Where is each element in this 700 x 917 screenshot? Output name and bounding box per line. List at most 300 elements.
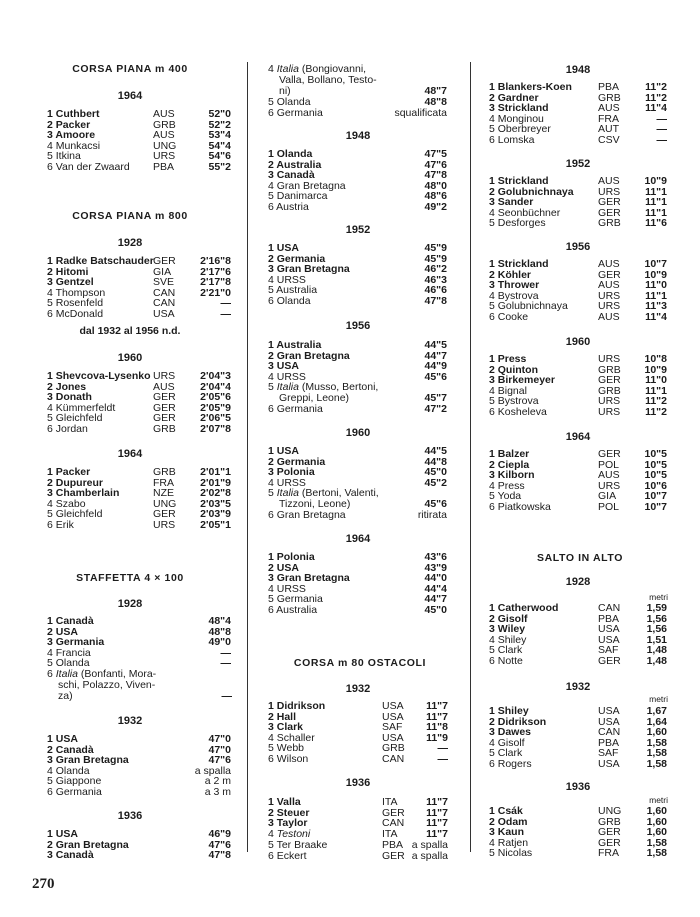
team-name: Italia — [276, 487, 299, 499]
result-value: 1,67 — [646, 705, 667, 717]
year-heading: 1964 — [117, 90, 143, 102]
result-value: 11"7 — [426, 817, 448, 830]
team-name: 2 Australia — [268, 158, 322, 171]
result-value: 47"6 — [208, 754, 231, 767]
country-code: NZE — [153, 487, 174, 500]
year-heading: 1936 — [565, 781, 591, 793]
athlete-name: 5 Desforges — [489, 217, 546, 230]
result-value: — — [656, 134, 667, 146]
result-value: a spalla — [411, 849, 448, 862]
athlete-name: 1 Strickland — [489, 175, 549, 187]
team-name: 2 Gran Bretagna — [268, 349, 350, 362]
result-value: 45"0 — [424, 466, 447, 479]
year-heading: 1928 — [117, 598, 143, 610]
result-value: 11"6 — [645, 217, 667, 230]
result-value: 2'06"5 — [200, 412, 231, 425]
place: 5 — [268, 487, 277, 499]
result-value: 1,58 — [646, 847, 667, 860]
team-name: 1 USA — [268, 242, 299, 254]
result-value: 43"9 — [424, 561, 447, 574]
team-name: 4 Gran Bretagna — [268, 179, 346, 192]
year-heading: 1932 — [117, 715, 143, 727]
country-code: GER — [598, 196, 621, 209]
country-code: UNG — [598, 805, 622, 817]
result-value: 1,60 — [646, 726, 667, 739]
result-value: 2'04"3 — [200, 370, 231, 382]
team-members: (Bertoni, Valenti, — [298, 487, 379, 499]
country-code: GRB — [153, 118, 176, 131]
result-value: 47"6 — [208, 838, 231, 851]
year-heading: 1952 — [345, 224, 371, 236]
result-value: 44"5 — [424, 445, 447, 457]
result-value: 1,60 — [646, 805, 667, 817]
country-code: CAN — [598, 602, 621, 614]
result-value: 1,60 — [646, 815, 667, 828]
result-value: 55"2 — [208, 161, 231, 173]
athlete-name: 4 Kümmerfeldt — [47, 401, 116, 414]
athlete-name: 6 Kosheleva — [489, 406, 547, 418]
result-value: 54"4 — [208, 139, 231, 152]
team-name: 1 Australia — [268, 339, 322, 351]
unit-label: metri — [649, 592, 668, 602]
country-code: AUT — [598, 123, 619, 136]
country-code: PBA — [598, 612, 620, 625]
country-code: GER — [153, 401, 176, 414]
athlete-name: 5 Ter Braake — [268, 839, 328, 851]
result-value: 1,58 — [646, 747, 667, 760]
country-code: UNG — [153, 139, 177, 152]
result-row — [489, 502, 679, 513]
athlete-name: 2 Odam — [489, 815, 528, 828]
result-value: 48"8 — [208, 625, 231, 638]
team-name: 3 Canadà — [47, 849, 94, 862]
result-value: 45"2 — [424, 476, 447, 489]
result-value: 10"5 — [644, 448, 667, 460]
team-name: 3 Gran Bretagna — [268, 572, 350, 585]
result-value: 52"0 — [208, 108, 231, 120]
year-heading: 1952 — [565, 158, 591, 170]
country-code: GER — [598, 836, 621, 849]
result-value: 11"7 — [426, 710, 448, 723]
athlete-name: 4 Schaller — [268, 731, 315, 744]
athlete-name: 3 Amoore — [47, 129, 96, 142]
country-code: GER — [598, 206, 621, 219]
result-value: 10"7 — [644, 501, 667, 513]
team-name: 5 Giappone — [47, 775, 102, 788]
athlete-name: 3 Clark — [268, 721, 304, 734]
athlete-name: 6 Rogers — [489, 758, 532, 770]
result-value: 11"7 — [426, 700, 448, 712]
result-value: 48"0 — [424, 179, 447, 192]
result-value: 2'07"8 — [200, 423, 231, 435]
athlete-name: 6 Erik — [47, 519, 74, 531]
result-value: 49"0 — [208, 636, 231, 649]
athlete-name: 4 Szabo — [47, 497, 86, 510]
result-value: 10"6 — [644, 479, 667, 492]
result-value: 1,51 — [646, 633, 667, 646]
section-title-800m: CORSA PIANA m 800 — [72, 210, 188, 222]
team-name: 4 Olanda — [47, 764, 90, 777]
country-code: AUS — [153, 380, 175, 393]
team-name: 5 Germania — [268, 593, 323, 606]
athlete-name: 1 Csák — [489, 805, 523, 817]
athlete-name: 6 Cooke — [489, 311, 529, 323]
result-value: 2'16"8 — [200, 255, 231, 267]
result-value: 48"4 — [208, 615, 231, 627]
result-value: 45"6 — [424, 370, 447, 383]
result-value: 43"6 — [424, 551, 447, 563]
team-name: 5 Danimarca — [268, 190, 328, 203]
result-row — [489, 656, 679, 667]
country-code: POL — [598, 501, 620, 513]
athlete-name: 5 Itkina — [47, 150, 81, 163]
result-value: 11"0 — [645, 279, 667, 292]
section-title-relay: STAFFETTA 4 × 100 — [76, 572, 184, 584]
year-heading: 1936 — [117, 810, 143, 822]
year-heading: 1964 — [345, 533, 371, 545]
team-name: Italia — [276, 63, 299, 75]
athlete-name: 1 Didrikson — [268, 700, 326, 712]
year-heading: 1948 — [565, 64, 591, 76]
result-value: 48"8 — [424, 96, 447, 108]
result-value: 10"9 — [644, 175, 667, 187]
athlete-name: 3 Dawes — [489, 726, 532, 739]
result-value: — — [220, 646, 231, 659]
athlete-name: 2 Didrikson — [489, 715, 547, 728]
country-code: PBA — [382, 839, 404, 851]
result-value: 2'01"9 — [200, 476, 231, 489]
result-value: 45"6 — [424, 498, 447, 510]
result-value: 1,59 — [646, 602, 667, 614]
result-value: 11"8 — [426, 721, 448, 734]
athlete-name: 5 Gleichfeld — [47, 508, 103, 521]
athlete-name: 5 Gleichfeld — [47, 412, 103, 425]
year-heading: 1928 — [565, 576, 591, 588]
result-value: 47"5 — [424, 148, 447, 160]
team-name: 6 Gran Bretagna — [268, 509, 346, 521]
team-name: 2 Germania — [268, 455, 326, 468]
athlete-name: 2 Dupureur — [47, 476, 104, 489]
place: 5 — [268, 381, 277, 393]
team-name: Italia — [276, 381, 299, 393]
note-not-held: dal 1932 al 1956 n.d. — [79, 325, 181, 337]
country-code: URS — [598, 395, 621, 408]
athlete-name: 5 Golubnichnaya — [489, 300, 568, 313]
country-code: GER — [153, 391, 176, 404]
year-heading: 1948 — [345, 130, 371, 142]
result-value: 47"8 — [424, 169, 447, 182]
result-value: 10"9 — [644, 268, 667, 281]
athlete-name: 5 Yoda — [489, 490, 522, 503]
country-code: GER — [598, 826, 621, 839]
country-code: URS — [598, 353, 621, 365]
athlete-name: 2 Packer — [47, 118, 91, 131]
country-code: AUS — [598, 469, 620, 482]
team-name: 6 Olanda — [268, 295, 311, 307]
result-value: 10"7 — [644, 490, 667, 503]
place: 4 — [268, 828, 277, 840]
athlete-name: 2 Quinton — [489, 363, 538, 376]
result-value: 47"2 — [424, 403, 447, 415]
result-value: — — [437, 742, 448, 755]
country-code: USA — [598, 633, 620, 646]
team-name: 6 Austria — [268, 201, 309, 213]
country-code: SAF — [382, 721, 403, 734]
result-value: 46"6 — [424, 284, 447, 297]
country-code: URS — [598, 479, 621, 492]
team-members: (Bongiovanni, — [298, 63, 367, 75]
athlete-name: 2 Hitomi — [47, 265, 89, 278]
athlete-name: 1 Shiley — [489, 705, 529, 717]
country-code: CAN — [598, 726, 621, 739]
result-value: 47"8 — [424, 295, 447, 307]
team-name: 1 USA — [47, 733, 78, 745]
result-value: 44"9 — [424, 360, 447, 373]
athlete-name: 6 Eckert — [268, 849, 307, 862]
result-value: 45"0 — [424, 604, 447, 616]
result-value: 11"1 — [645, 185, 667, 198]
result-value: 11"1 — [645, 206, 667, 219]
country-code: URS — [153, 519, 176, 531]
country-code: URS — [598, 406, 621, 418]
country-code: AUS — [598, 175, 620, 187]
result-value: 11"3 — [645, 300, 667, 313]
athlete-name: 5 Webb — [268, 742, 304, 755]
team-name: 4 URSS — [268, 582, 306, 595]
athlete-name: Testoni — [276, 828, 311, 840]
athlete-name: 3 Wiley — [489, 623, 526, 636]
result-value: 10"7 — [644, 258, 667, 270]
result-value: 11"7 — [426, 796, 448, 808]
result-value: 2'02"8 — [200, 487, 231, 500]
result-row — [489, 407, 679, 418]
athlete-name: 1 Strickland — [489, 258, 549, 270]
result-value: squalificata — [394, 106, 447, 119]
athlete-name: 1 Blankers-Koen — [489, 81, 572, 93]
team-name: 5 Olanda — [268, 96, 311, 108]
team-name: 5 Olanda — [47, 657, 90, 670]
team-name: 4 URSS — [268, 476, 306, 489]
athlete-name: 4 Ratjen — [489, 836, 529, 849]
result-value: a 2 m — [204, 775, 231, 788]
result-value: 46"9 — [208, 828, 231, 840]
result-value: 1,48 — [646, 655, 667, 667]
result-value: 44"4 — [424, 582, 447, 595]
country-code: SVE — [153, 276, 175, 289]
result-value: — — [437, 753, 448, 765]
athlete-name: 1 Packer — [47, 466, 91, 478]
country-code: USA — [382, 710, 404, 723]
team-name: 1 Olanda — [268, 148, 313, 160]
athlete-name: 6 Van der Zwaard — [47, 161, 130, 173]
country-code: GIA — [598, 490, 617, 503]
country-code: CAN — [153, 286, 176, 299]
athlete-name: 5 Rosenfeld — [47, 297, 104, 310]
result-value: 11"1 — [645, 384, 667, 397]
country-code: GER — [598, 374, 621, 387]
country-code: USA — [153, 308, 175, 320]
country-code: GER — [598, 655, 621, 667]
athlete-name: 4 Gisolf — [489, 736, 525, 749]
athlete-name: 6 Notte — [489, 655, 523, 667]
country-code: GER — [382, 806, 405, 819]
year-heading: 1956 — [345, 320, 371, 332]
team-name: 6 Australia — [268, 604, 318, 616]
year-heading: 1964 — [117, 448, 143, 460]
result-value: 11"0 — [645, 374, 667, 387]
country-code: URS — [598, 289, 621, 302]
athlete-name: 1 Shevcova-Lysenko — [47, 370, 151, 382]
country-code: GER — [598, 268, 621, 281]
athlete-name: 2 Gisolf — [489, 612, 528, 625]
result-value: 11"2 — [645, 395, 667, 408]
country-code: GRB — [598, 815, 621, 828]
result-value: 1,56 — [646, 612, 667, 625]
year-heading: 1956 — [565, 241, 591, 253]
country-code: CAN — [382, 753, 405, 765]
country-code: AUS — [153, 129, 175, 142]
result-value: 11"7 — [426, 828, 448, 840]
result-value: a spalla — [194, 764, 231, 777]
country-code: USA — [382, 700, 404, 712]
team-name: 2 USA — [47, 625, 78, 638]
country-code: URS — [153, 150, 176, 163]
country-code: USA — [382, 731, 404, 744]
country-code: AUS — [598, 311, 620, 323]
result-row — [489, 135, 679, 146]
team-name: 3 Polonia — [268, 466, 315, 479]
result-value: 10"8 — [644, 353, 667, 365]
country-code: GER — [598, 448, 621, 460]
result-value: 2'01"1 — [200, 466, 231, 478]
result-value: 46"2 — [424, 263, 447, 276]
year-heading: 1964 — [565, 431, 591, 443]
country-code: SAF — [598, 644, 619, 657]
team-members: Valla, Bollano, Testo- — [279, 74, 377, 86]
country-code: GER — [153, 412, 176, 425]
result-value: 44"7 — [424, 593, 447, 606]
country-code: FRA — [153, 476, 174, 489]
result-value: — — [220, 297, 231, 310]
athlete-name: 2 Gardner — [489, 91, 539, 104]
team-members: ni) — [279, 85, 291, 97]
country-code: ITA — [382, 796, 398, 808]
country-code: AUS — [598, 279, 620, 292]
athlete-name: 4 Thompson — [47, 286, 106, 299]
result-value: 46"3 — [424, 273, 447, 286]
result-value: — — [221, 690, 232, 702]
athlete-name: 3 Taylor — [268, 817, 308, 830]
athlete-name: 6 Wilson — [268, 753, 309, 765]
country-code: AUS — [598, 102, 620, 115]
team-members: (Bonfanti, Mora- — [77, 668, 157, 680]
team-members: schi, Polazzo, Viven- — [58, 679, 156, 691]
team-name: 2 USA — [268, 561, 299, 574]
result-value: 44"5 — [424, 339, 447, 351]
athlete-name: 3 Birkemeyer — [489, 374, 555, 387]
team-name: 1 USA — [268, 445, 299, 457]
team-name: 5 Australia — [268, 284, 318, 297]
country-code: GRB — [598, 217, 621, 230]
athlete-name: 6 Piatkowska — [489, 501, 551, 513]
result-value: 11"4 — [645, 102, 667, 115]
result-value: 49"2 — [424, 201, 447, 213]
unit-label: metri — [649, 694, 668, 704]
result-value: 45"9 — [424, 242, 447, 254]
athlete-name: 1 Catherwood — [489, 602, 559, 614]
country-code: FRA — [598, 847, 619, 860]
team-name: 3 Germania — [47, 636, 105, 649]
team-members: Tizzoni, Leone) — [279, 498, 351, 510]
year-heading: 1960 — [345, 427, 371, 439]
country-code: AUS — [598, 258, 620, 270]
athlete-name: 2 Golubnichnaya — [489, 185, 574, 198]
result-value: 53"4 — [208, 129, 231, 142]
athlete-name: 4 Seonbüchner — [489, 206, 561, 219]
country-code: GRB — [598, 363, 621, 376]
country-code: USA — [598, 758, 620, 770]
athlete-name: 2 Ciepla — [489, 458, 530, 471]
result-value: 11"7 — [426, 806, 448, 819]
athlete-name: 3 Sander — [489, 196, 534, 209]
result-value: 47"6 — [424, 158, 447, 171]
team-name: 4 URSS — [268, 370, 306, 383]
country-code: PBA — [598, 736, 620, 749]
team-name: 4 URSS — [268, 273, 306, 286]
team-name: 6 Germania — [268, 106, 323, 119]
athlete-name: 5 Clark — [489, 644, 523, 657]
athlete-name: 3 Thrower — [489, 279, 540, 292]
place: 6 — [47, 668, 56, 680]
team-name: 3 Gran Bretagna — [47, 754, 129, 767]
team-name: 6 Germania — [47, 786, 102, 798]
team-members: (Musso, Bertoni, — [298, 381, 379, 393]
athlete-name: 6 Lomska — [489, 134, 535, 146]
team-name: 1 Polonia — [268, 551, 315, 563]
result-row — [489, 759, 679, 770]
team-name: 1 Canadà — [47, 615, 94, 627]
result-value: 11"9 — [426, 731, 448, 744]
athlete-name: 5 Nicolas — [489, 847, 533, 860]
result-value: 1,58 — [646, 736, 667, 749]
athlete-name: 1 Valla — [268, 796, 301, 808]
result-value: 2'03"9 — [200, 508, 231, 521]
result-value: 1,48 — [646, 644, 667, 657]
section-title-400m: CORSA PIANA m 400 — [72, 63, 188, 75]
country-code: GER — [153, 255, 176, 267]
country-code: USA — [598, 715, 620, 728]
country-code: URS — [598, 300, 621, 313]
result-value: 1,58 — [646, 758, 667, 770]
result-value: 11"1 — [645, 196, 667, 209]
athlete-name: 1 Radke Batschauder — [47, 255, 154, 267]
country-code: ITA — [382, 828, 398, 840]
result-value: 54"6 — [208, 150, 231, 163]
team-name: 4 Francia — [47, 646, 91, 659]
athlete-name: 2 Jones — [47, 380, 87, 393]
country-code: CAN — [382, 817, 405, 830]
result-value: 2'05"1 — [200, 519, 231, 531]
result-value: 1,60 — [646, 826, 667, 839]
section-title-high-jump: SALTO IN ALTO — [537, 552, 623, 564]
result-value: 11"2 — [645, 91, 667, 104]
year-heading: 1928 — [117, 237, 143, 249]
athlete-name: 5 Bystrova — [489, 395, 539, 408]
result-value: — — [656, 112, 667, 125]
result-value: 47"0 — [208, 743, 231, 756]
unit-label: metri — [649, 795, 668, 805]
athlete-name: 6 Jordan — [47, 423, 88, 435]
